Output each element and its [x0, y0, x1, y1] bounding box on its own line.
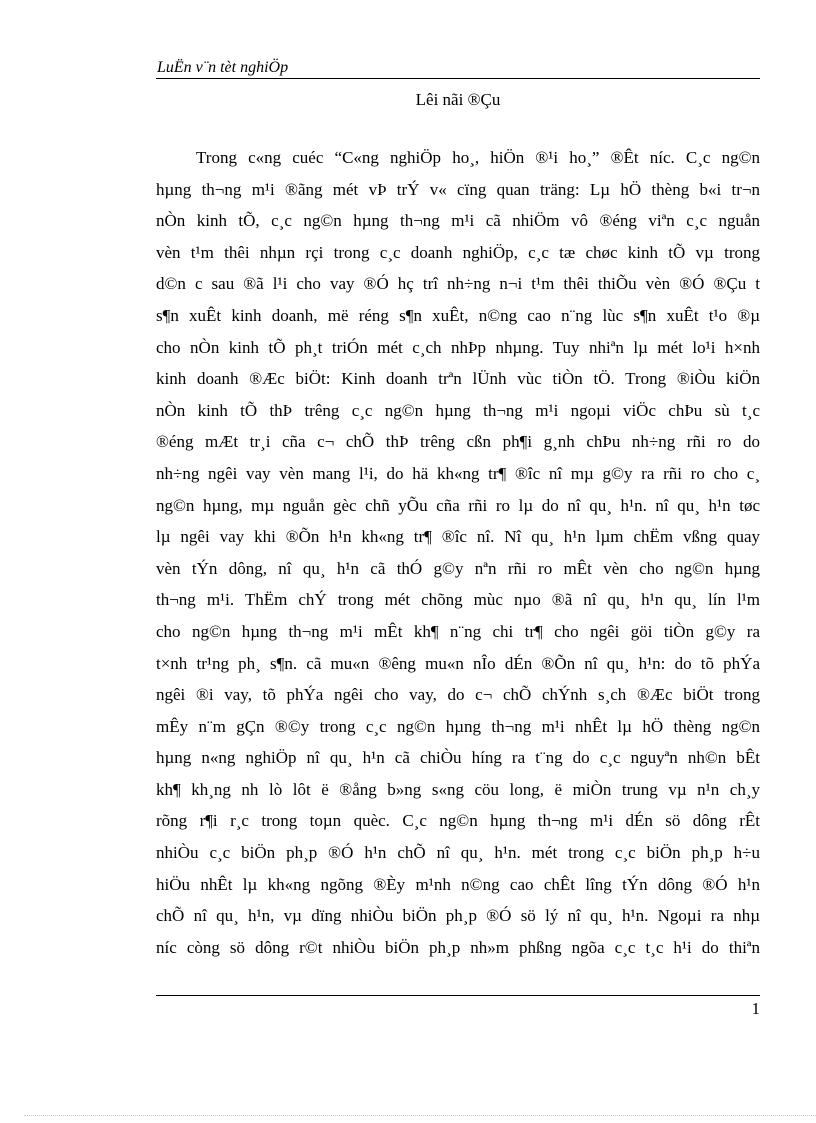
paragraph-line: kinh doanh ®Æc biÖt: Kinh doanh trªn lÜnh vùc tiÒn tÖ. Trong ®iÒu kiÖn: [156, 369, 760, 389]
paragraph-line: ngêi ®i vay, tõ phÝa ngêi cho vay, do c¬ chÕ chÝnh s¸ch ®Æc biÖt trong: [156, 685, 760, 705]
paragraph-line: th¬ng m¹i. ThËm chÝ trong mét chõng mùc nµo ®ã nî qu¸ h¹n qu¸ lín l¹m: [156, 590, 760, 610]
paragraph-line: hµng n«ng nghiÖp nî qu¸ h¹n cã chiÒu híng ra t¨ng do c¸c nguyªn nh©n bÊt: [156, 748, 760, 768]
paragraph-line: t×nh tr¹ng ph¸ s¶n. cã mu«n ®êng mu«n nÎo dÉn ®Õn nî qu¸ h¹n: do tõ phÝa: [156, 653, 760, 673]
document-title: Lêi nãi ®Çu: [415, 90, 501, 109]
paragraph-line: níc còng sö dông r©t nhiÒu biÖn ph¸p nh»m phßng ngõa c¸c t¸c h¹i do thiªn: [156, 937, 760, 957]
paragraph-line: nhiÒu c¸c biÖn ph¸p ®Ó h¹n chÕ nî qu¸ h¹n. mét trong c¸c biÖn ph¸p h÷u: [156, 843, 760, 863]
paragraph-line: cho nÒn kinh tÕ ph¸t triÓn mét c¸ch nhÞp nhµng. Tuy nhiªn lµ mét lo¹i h×nh: [156, 337, 760, 357]
page-number: 1: [751, 999, 760, 1018]
paragraph-line: vèn t¹m thêi nhµn rçi trong c¸c doanh nghiÖp, c¸c tæ chøc kinh tÕ vµ trong: [156, 242, 760, 262]
paragraph-line: rõng r¶i r¸c trong toµn quèc. C¸c ng©n hµng th¬ng m¹i dÉn sö dông rÊt: [156, 811, 760, 831]
paragraph-line: ng©n hµng, mµ nguån gèc chñ yÕu cña rñi ro lµ do nî qu¸ h¹n. nî qu¸ h¹n tøc: [156, 495, 760, 515]
paragraph-line: hµng th¬ng m¹i ®ãng mét vÞ trÝ v« cïng quan träng: Lµ hÖ thèng b«i tr¬n: [156, 179, 760, 199]
paragraph-line: nh÷ng ngêi vay vèn mang l¹i, do hä kh«ng tr¶ ®îc nî mµ g©y ra rñi ro cho c¸: [156, 463, 760, 483]
header-divider: [156, 78, 760, 79]
paragraph-line: nÒn kinh tÕ, c¸c ng©n hµng th¬ng m¹i cã nhiÖm vô ®éng viªn c¸c nguån: [156, 211, 760, 231]
paragraph-line: nÒn kinh tÕ thÞ trêng c¸c ng©n hµng th¬ng m¹i ngoµi viÖc chÞu sù t¸c: [156, 400, 760, 420]
paragraph-line: kh¶ kh¸ng nh lò lôt ë ®ång b»ng s«ng cöu long, ë miÒn trung vµ n¹n ch¸y: [156, 779, 760, 799]
footer-divider: [156, 995, 760, 996]
paragraph-line: d©n c sau ®ã l¹i cho vay ®Ó hç trî nh÷ng n¬i t¹m thêi thiÕu vèn ®Ó ®Çu t: [156, 274, 760, 294]
paragraph-line: lµ ngêi vay khi ®Õn h¹n kh«ng tr¶ ®îc nî. Nî qu¸ h¹n lµm chËm vßng quay: [156, 527, 760, 547]
paragraph-line: vèn tÝn dông, nî qu¸ h¹n cã thÓ g©y nªn rñi ro mÊt vèn cho ng©n hµng: [156, 558, 760, 578]
paragraph-line: mÊy n¨m gÇn ®©y trong c¸c ng©n hµng th¬ng m¹i nhÊt lµ hÖ thèng ng©n: [156, 716, 760, 736]
page-boundary: [24, 1115, 816, 1116]
paragraph-line: Trong c«ng cuéc “C«ng nghiÖp ho¸, hiÖn ®¹i ho¸” ®Êt níc. C¸c ng©n: [196, 148, 760, 167]
paragraph-line: hiÖu nhÊt lµ kh«ng ngõng ®Èy m¹nh n©ng cao chÊt lîng tÝn dông ®Ó h¹n: [156, 874, 760, 894]
body-paragraph: [156, 142, 760, 963]
paragraph-line: ®éng mÆt tr¸i cña c¬ chÕ thÞ trêng cßn ph¶i g¸nh chÞu nh÷ng rñi ro do: [156, 432, 760, 452]
paragraph-line: s¶n xuÊt kinh doanh, më réng s¶n xuÊt, n©ng cao n¨ng lùc s¶n xuÊt t¹o ®µ: [156, 305, 760, 325]
paragraph-line: chÕ nî qu¸ h¹n, vµ dïng nhiÒu biÖn ph¸p ®Ó sö lý nî qu¸ h¹n. Ngoµi ra nhµ: [156, 906, 760, 926]
running-header: LuËn v¨n tèt nghiÖp: [157, 59, 289, 76]
paragraph-line: cho ng©n hµng th¬ng m¹i mÊt kh¶ n¨ng chi tr¶ cho ngêi göi tiÒn g©y ra: [156, 621, 760, 641]
